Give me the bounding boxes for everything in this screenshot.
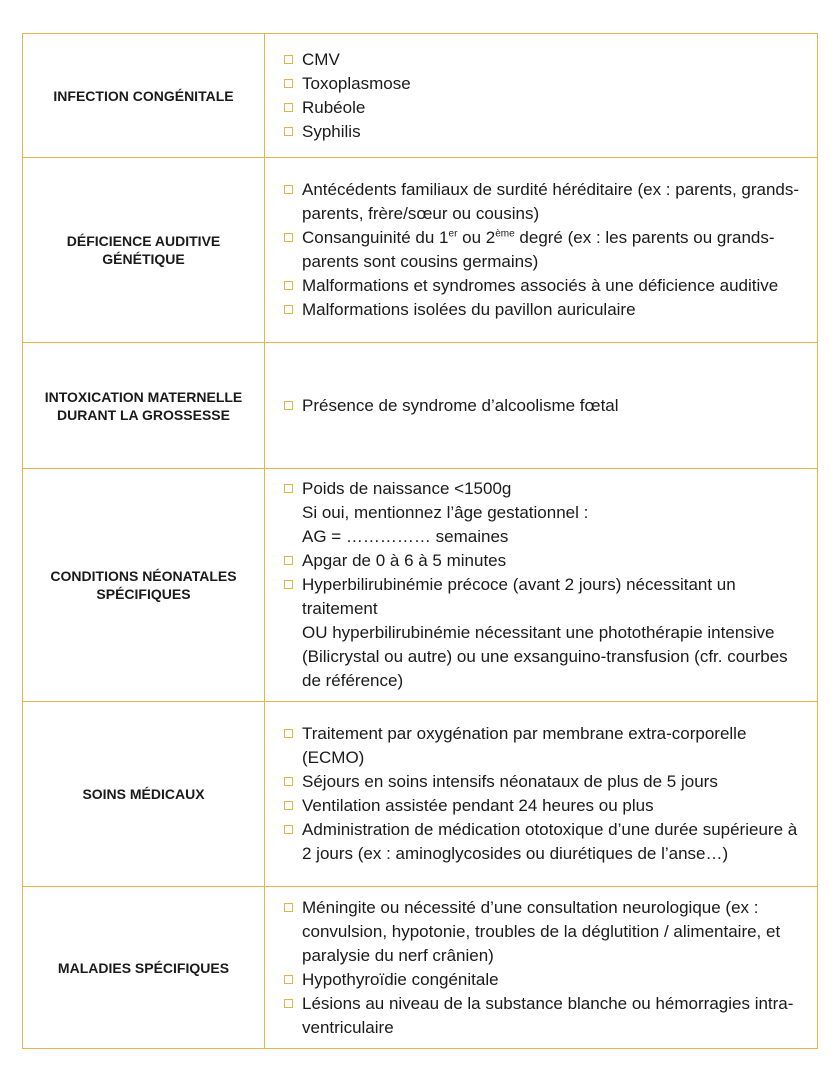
category-label: SOINS MÉDICAUX: [23, 702, 265, 887]
checkbox-icon[interactable]: [284, 401, 293, 410]
category-label: CONDITIONS NÉONATALES SPÉCIFIQUES: [23, 469, 265, 702]
criterion-item: [283, 226, 811, 274]
criterion-text: Séjours en soins intensifs néonataux de plus de 5 jours: [302, 772, 718, 791]
checkbox-icon[interactable]: [284, 825, 293, 834]
criterion-item: [283, 477, 811, 549]
checkbox-icon[interactable]: [284, 729, 293, 738]
table-row-soins-medicaux: [23, 702, 818, 887]
ordinal-superscript: ème: [495, 228, 515, 240]
criterion-text: Poids de naissance <1500g: [302, 479, 512, 498]
criterion-text: Apgar de 0 à 6 à 5 minutes: [302, 551, 507, 570]
criterion-text: AG = …………… semaines: [302, 527, 509, 546]
checkbox-icon[interactable]: [284, 777, 293, 786]
category-label: INFECTION CONGÉNITALE: [23, 34, 265, 158]
criterion-item: [283, 818, 811, 866]
checkbox-icon[interactable]: [284, 975, 293, 984]
criterion-text: Présence de syndrome d’alcoolisme fœtal: [302, 395, 619, 415]
criteria-cell: [265, 343, 818, 469]
checkbox-icon[interactable]: [284, 103, 293, 112]
criterion-item: [283, 178, 811, 226]
criterion-text: Méningite ou nécessité d’une consultation neurologique (ex : convulsion, hypotonie, troubles de la déglutition / alimentaire, et paralysie du nerf crânien): [302, 897, 781, 965]
criterion-text: Malformations et syndromes associés à une déficience auditive: [302, 276, 779, 295]
category-label: MALADIES SPÉCIFIQUES: [23, 887, 265, 1049]
criteria-cell: [265, 158, 818, 343]
criterion-item: [283, 992, 811, 1040]
criteria-cell: [265, 469, 818, 702]
criteria-cell: [265, 34, 818, 158]
checkbox-icon[interactable]: [284, 233, 293, 242]
criterion-text: Hypothyroïdie congénitale: [302, 969, 499, 989]
criterion-text: [302, 226, 811, 274]
checkbox-icon[interactable]: [284, 305, 293, 314]
criterion-text-part: Consanguinité du 1: [302, 228, 449, 247]
category-label: INTOXICATION MATERNELLE DURANT LA GROSSESSE: [23, 343, 265, 469]
table-row-deficience-auditive-genetique: [23, 158, 818, 343]
criterion-text: Rubéole: [302, 97, 366, 117]
category-label: DÉFICIENCE AUDITIVE GÉNÉTIQUE: [23, 158, 265, 343]
criterion-item: [283, 573, 811, 693]
criterion-text: Antécédents familiaux de surdité héréditaire (ex : parents, grands-parents, frère/sœur ou cousins): [302, 180, 800, 223]
checkbox-icon[interactable]: [284, 801, 293, 810]
criterion-text: Malformations isolées du pavillon auriculaire: [302, 300, 636, 319]
criteria-cell: [265, 702, 818, 887]
checkbox-icon[interactable]: [284, 281, 293, 290]
checkbox-icon[interactable]: [284, 484, 293, 493]
criterion-text: Traitement par oxygénation par membrane extra-corporelle (ECMO): [302, 724, 747, 767]
table-row-conditions-neonatales-specifiques: [23, 469, 818, 702]
criterion-text: Syphilis: [302, 121, 361, 141]
criterion-item: [283, 770, 811, 794]
checkbox-icon[interactable]: [284, 999, 293, 1008]
criterion-text: OU hyperbilirubinémie nécessitant une photothérapie intensive (Bilicrystal ou autre) ou une exsanguino-transfusion (cfr. courbes de référence): [302, 623, 788, 690]
table-row-intoxication-maternelle-durant-la-grossesse: [23, 343, 818, 469]
criterion-text: Administration de médication ototoxique d’une durée supérieure à 2 jours (ex : aminoglycosides ou diurétiques de l’anse…): [302, 820, 798, 863]
criterion-item: [283, 896, 811, 968]
risk-factors-table: [22, 33, 818, 1049]
criterion-text: CMV: [302, 49, 340, 69]
criterion-item: [283, 48, 811, 72]
table-row-infection-congenitale: [23, 34, 818, 158]
criterion-item: [283, 968, 811, 992]
criterion-item: [283, 794, 811, 818]
criteria-list: [283, 394, 811, 418]
checkbox-icon[interactable]: [284, 580, 293, 589]
criterion-text-part: degré (ex : les parents ou grands-parents sont cousins germains): [302, 228, 775, 271]
table-row-maladies-specifiques: [23, 887, 818, 1049]
criterion-text: Lésions au niveau de la substance blanche ou hémorragies intra-ventriculaire: [302, 993, 794, 1037]
criterion-item: [283, 72, 811, 96]
checkbox-icon[interactable]: [284, 79, 293, 88]
criterion-item: [283, 120, 811, 144]
criterion-text: Ventilation assistée pendant 24 heures ou plus: [302, 796, 654, 815]
criterion-item: [283, 722, 811, 770]
criterion-text: Si oui, mentionnez l’âge gestationnel :: [302, 503, 589, 522]
criterion-item: [283, 96, 811, 120]
checkbox-icon[interactable]: [284, 127, 293, 136]
criteria-list: [283, 48, 811, 144]
criteria-cell: [265, 887, 818, 1049]
criterion-item: [283, 549, 811, 573]
risk-factors-table-body: [23, 34, 818, 1049]
criterion-item: [283, 298, 811, 322]
checkbox-icon[interactable]: [284, 55, 293, 64]
criteria-list: [283, 178, 811, 322]
criteria-list: [283, 896, 811, 1040]
criterion-text-part: ou 2: [457, 228, 496, 247]
criterion-text: Toxoplasmose: [302, 73, 411, 93]
ordinal-superscript: er: [448, 228, 458, 240]
criterion-text: Hyperbilirubinémie précoce (avant 2 jours) nécessitant un traitement: [302, 575, 736, 618]
criterion-item: [283, 394, 811, 418]
checkbox-icon[interactable]: [284, 556, 293, 565]
checkbox-icon[interactable]: [284, 185, 293, 194]
criteria-list: [283, 477, 811, 693]
criteria-list: [283, 722, 811, 866]
criterion-item: [283, 274, 811, 298]
checkbox-icon[interactable]: [284, 903, 293, 912]
